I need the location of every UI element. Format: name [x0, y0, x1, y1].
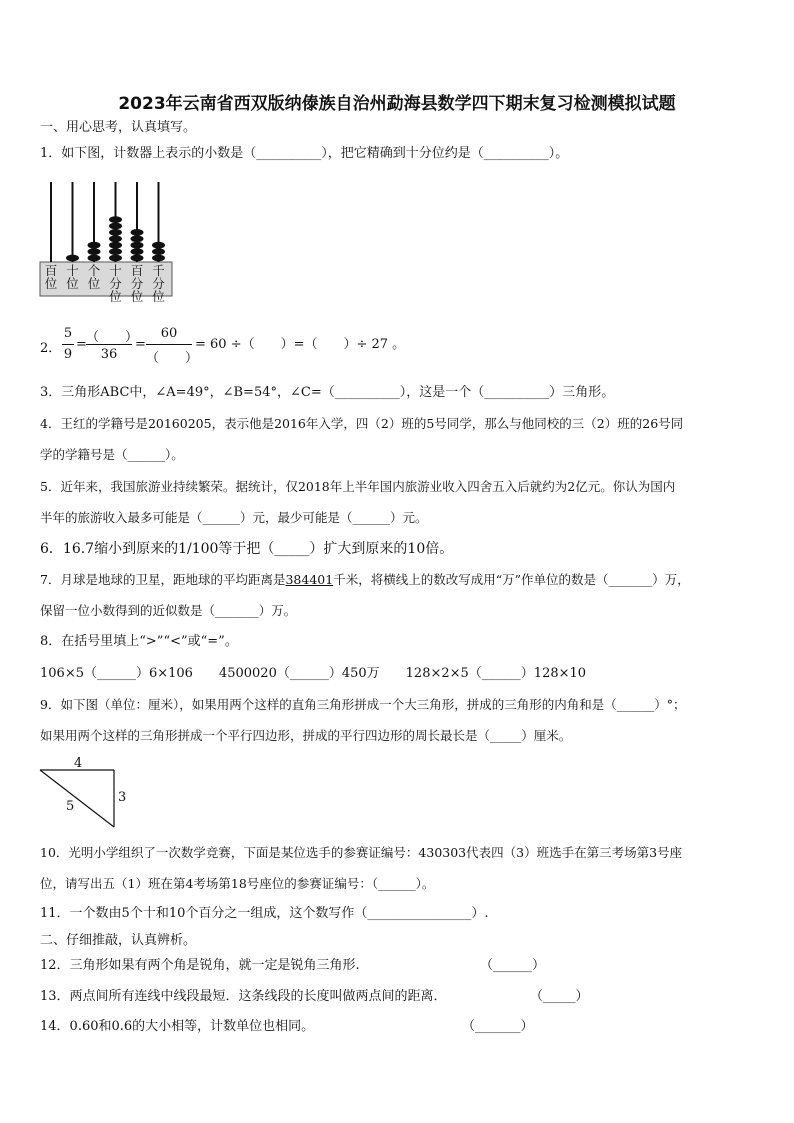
abacus-bead	[152, 242, 165, 249]
fraction-1-numerator: 5	[63, 326, 73, 341]
fraction-3-bar	[146, 344, 192, 345]
question-7-text-a: 7．月球是地球的卫星，距地球的平均距离是	[40, 572, 286, 587]
question-4-line-1: 4．王红的学籍号是20160205，表示他是2016年入学，四（2）班的5号同学，那么与他同校的三（2）班的26号同	[40, 416, 684, 431]
question-3: 3．三角形ABC中，∠A=49°，∠B=54°，∠C=（__________），这是一个（__________）三角形。	[40, 385, 615, 400]
question-14: 14．0.60和0.6的大小相等，计数单位也相同。	[40, 1019, 315, 1034]
question-7-text-b: 千米，将横线上的数改写成用“万”作单位的数是（_______）万，	[333, 572, 690, 587]
triangle-side-hypotenuse: 5	[66, 799, 75, 814]
abacus-bead	[152, 255, 165, 262]
abacus-bead	[88, 248, 101, 255]
abacus-place-label: 位	[66, 276, 79, 291]
fraction-2-denominator: 36	[100, 347, 118, 362]
fraction-1-denominator: 9	[63, 347, 73, 362]
abacus-place-label: 位	[44, 276, 58, 291]
fraction-3-denominator: （ ）	[146, 351, 199, 366]
abacus-bead	[109, 223, 122, 230]
question-1: 1．如下图，计数器上表示的小数是（__________），把它精确到十分位约是（__________）。	[40, 146, 569, 161]
abacus-bead	[109, 235, 122, 242]
abacus-bead	[152, 248, 165, 255]
section-2-heading: 二、仔细推敲，认真辨析。	[40, 933, 197, 948]
question-12: 12．三角形如果有两个角是锐角，就一定是锐角三角形.	[40, 958, 360, 973]
triangle-side-top: 4	[74, 756, 83, 771]
question-8-line-1: 8．在括号里填上“>”“<”或“=”。	[40, 634, 238, 649]
question-14-answer-bracket: （_______）	[462, 1019, 534, 1034]
abacus-bead	[109, 248, 122, 255]
abacus-bead	[131, 242, 144, 249]
section-1-heading: 一、用心思考，认真填写。	[40, 120, 197, 135]
question-8-line-2: 106×5（______）6×106 4500020（______）450万 128×2×5（______）128×10	[40, 666, 587, 681]
underlined-distance: 384401	[285, 572, 334, 587]
equals-sign-1: =	[76, 337, 87, 352]
question-2-tail: = 60 ÷（ ）=（ ）÷ 27 。	[195, 337, 406, 352]
abacus-bead	[88, 255, 101, 262]
abacus-place-label: 个	[87, 263, 101, 278]
fraction-2-bar	[86, 344, 132, 345]
fraction-3-numerator: 60	[160, 326, 178, 341]
triangle-side-right: 3	[118, 790, 127, 805]
fraction-2-numerator: （ ）	[86, 330, 139, 345]
abacus-place-label: 分	[130, 276, 144, 291]
abacus-place-label: 百	[130, 263, 144, 278]
question-12-answer-bracket: （______）	[480, 958, 546, 973]
abacus-place-label: 位	[130, 289, 144, 304]
question-11: 11．一个数由5个十和10个百分之一组成，这个数写作（________________）.	[40, 906, 489, 921]
abacus-place-label: 十	[109, 263, 122, 278]
abacus-figure	[38, 178, 178, 308]
abacus-bead	[131, 255, 144, 262]
abacus-bead	[109, 242, 122, 249]
abacus-bead	[66, 255, 79, 262]
question-7-line-2: 保留一位小数得到的近似数是（_______）万。	[40, 603, 297, 618]
abacus-bead	[131, 235, 144, 242]
question-6: 6．16.7缩小到原来的1/100等于把（_____）扩大到原来的10倍。	[40, 541, 454, 557]
abacus-place-label: 分	[152, 276, 165, 291]
page-title: 2023年云南省西双版纳傣族自治州勐海县数学四下期末复习检测模拟试题	[118, 94, 676, 114]
question-10-line-2: 位，请写出五（1）班在第4考场第18号座位的参赛证编号：（______）。	[40, 876, 435, 891]
abacus-place-label: 百	[44, 263, 58, 278]
fraction-1-bar	[62, 344, 74, 345]
abacus-bead	[88, 242, 101, 249]
abacus-place-label: 分	[109, 276, 122, 291]
question-7-line-1	[40, 572, 690, 588]
abacus-place-label: 位	[87, 276, 101, 291]
equals-sign-2: =	[135, 337, 146, 352]
abacus-place-label: 千	[152, 263, 165, 278]
abacus-bead	[131, 248, 144, 255]
question-10-line-1: 10．光明小学组织了一次数学竞赛，下面是某位选手的参赛证编号：430303代表四（3）班选手在第三考场第3号座	[40, 845, 683, 860]
question-4-line-2: 学的学籍号是（______）。	[40, 447, 184, 462]
abacus-place-label: 位	[109, 289, 122, 304]
abacus-bead	[109, 229, 122, 236]
abacus-bead	[109, 255, 122, 262]
question-2-number: 2．	[40, 341, 62, 356]
abacus-place-label: 十	[66, 263, 79, 278]
question-9-line-1: 9．如下图（单位：厘米），如果用两个这样的直角三角形拼成一个大三角形，拼成的三角形的内角和是（______）°；	[40, 697, 686, 712]
abacus-bead	[131, 229, 144, 236]
abacus-bead	[109, 216, 122, 223]
abacus-place-label: 位	[152, 289, 165, 304]
question-13: 13．两点间所有连线中线段最短．这条线段的长度叫做两点间的距离．	[40, 989, 447, 1004]
question-9-line-2: 如果用两个这样的三角形拼成一个平行四边形，拼成的平行四边形的周长最长是（_____）厘米。	[40, 728, 572, 743]
question-5-line-2: 半年的旅游收入最多可能是（______）元，最少可能是（______）元。	[40, 510, 428, 525]
question-5-line-1: 5．近年来，我国旅游业持续繁荣。据统计，仅2018年上半年国内旅游业收入四舍五入后就约为2亿元。你认为国内	[40, 479, 676, 494]
question-13-answer-bracket: （_____）	[530, 989, 589, 1004]
